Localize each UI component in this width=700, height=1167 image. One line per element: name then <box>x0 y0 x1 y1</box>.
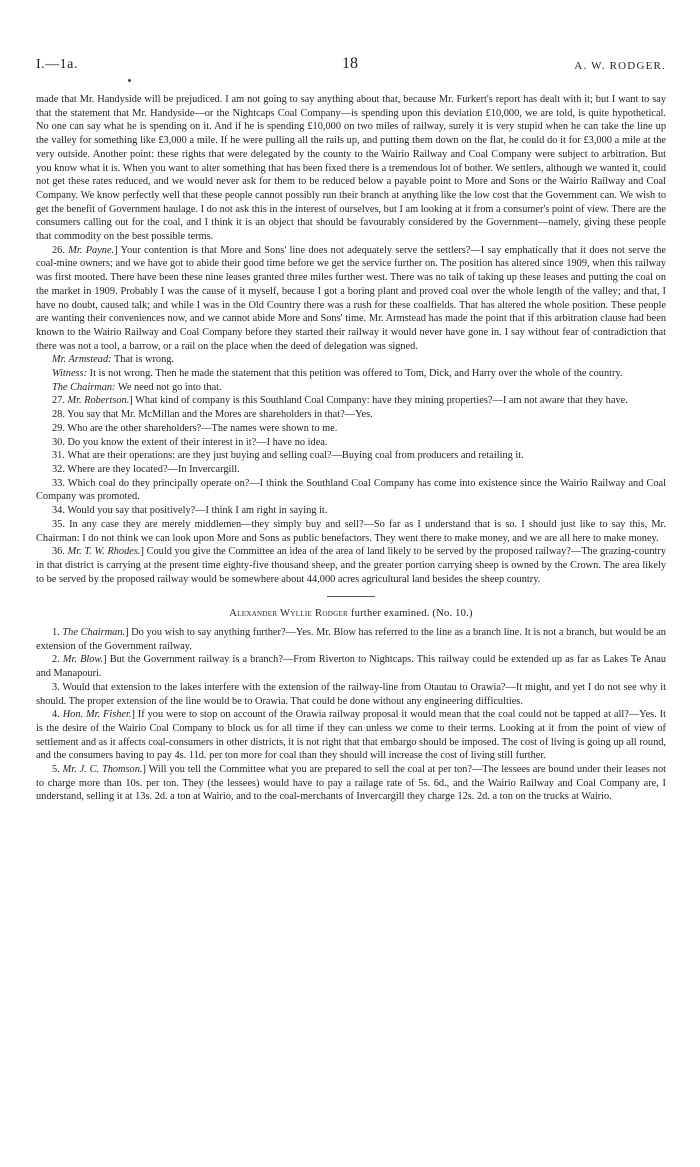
speaker-name: Mr. J. C. Thomson. <box>62 764 143 776</box>
paragraph-q28: 28. You say that Mr. McMillan and the Mores are shareholders in that?—Yes. <box>52 409 373 421</box>
paragraph-s10-q3: 3. Would that extension to the lakes interfere with the extension of the railway-line from Otautau to Orawia?—It might, and yet I do not see why it should. The proper extension of the line would be to Orawia. That could be done without any engineering difficulties. <box>36 681 666 707</box>
paragraph-q27: 27. Mr. Robertson.] What kind of company is this Southland Coal Company: have they mining properties?—I am not aware that they have. <box>52 395 628 407</box>
paragraph-q34: 34. Would you say that positively?—I think I am right in saying it. <box>52 505 328 517</box>
paragraph-q32: 32. Where are they located?—In Invercargill. <box>52 463 240 475</box>
page-body <box>36 93 666 804</box>
paragraph-q30: 30. Do you know the extent of their interest in it?—I have no idea. <box>52 436 328 448</box>
paragraph-q35: 35. In any case they are merely middlemen—they simply buy and sell?—So far as I understand that is so. I should just like to say this, Mr. Chairman: I do not think we can look upon More and Sons as public benefactors. They went there to make money, and we are all here to make money. <box>36 518 666 544</box>
header-witness-name: A. W. RODGER. <box>574 60 666 72</box>
paragraph-witness: Witness: It is not wrong. Then he made the statement that this petition was offered to Tom, Dick, and Harry over the whole of the country. <box>52 368 623 380</box>
paragraph-s10-q2: 2. Mr. Blow.] But the Government railway is a branch?—From Riverton to Nightcaps. This railway could be extended up as far as Lakes Te Anau and Manapouri. <box>36 654 667 680</box>
paragraph-s10-q5: 5. Mr. J. C. Thomson.] Will you tell the Committee what you are prepared to sell the coal at per ton?—The lessees are bound under their leases not to charge more than 10s. per ton. They (the lessees) would have to pay a railage rate of 5s. 6d., and the Wairio Railway and Coal Company are, I understand, selling it at 13s. 2d. a ton at Wairio, and to the coal-merchants of Invercargill they charge 12s. 2d. a ton on the trucks at Wairio. <box>36 764 666 803</box>
speaker-name: The Chairman: <box>52 381 116 393</box>
paragraph-q31: 31. What are their operations: are they just buying and selling coal?—Buying coal from producers and retailing it. <box>52 450 524 462</box>
paragraph-q26: 26. Mr. Payne.] Your contention is that More and Sons' line does not adequately serve the settlers?—I say emphatically that it does not serve the coal-mine owners; and we have got to abide their good time before we get the service further on. The position has altered since 1909, when this railway was first mooted. There have been these nine leases granted three miles further west. There was no talk of taking up these leases and putting the coal on the market in 1909. Probably I was the cause of it myself, because I got a boring plant and proved coal over the whole length of the valley; and that, I have no doubt, caused talk; and while I was in the Old Country there was a rush for these coalfields. That has altered the whole position. These people are wanting their conveniences now, and we cannot abide More and Sons' time. Mr. Armstead has made the point that if this arbitration clause had been known to the Wairio Railway and Coal Company before they started their railway it would never have gone in. I say without fear of contradiction that there was not a tool, a barrow, or a rail on the place when the deed of delegation was signed. <box>36 244 667 352</box>
print-speck <box>128 79 131 82</box>
speaker-name: Mr. T. W. Rhodes. <box>67 546 141 558</box>
paragraph-continued: made that Mr. Handyside will be prejudiced. I am not going to say anything about that, because Mr. Furkert's report has dealt with it; but I want to say that the statement that Mr. Handyside—or the Nightcaps Coal Company—is spending upon this deviation £10,000, we are told, is quite hypothetical. No one can say what he is spending on it. And if he is spending £10,000 on two miles of railway, surely it is very stupid when he can take the line up the valley for something like £3,000 a mile. If he were pulling all the rails up, and putting them down on the flat, he could do it for £3,000 a mile at the very outside. Another point: these rights that were delegated by the county to the Wairio Railway and Coal Company were subject to arbitration. But you know what it is. When you want to alter something that has been fixed there is a tremendous lot of bother. We settlers, although we wanted it, could not get these rates reduced, and we would never ask for them to be reduced below a payable point to More and Sons or the Wairio Railway and Coal Company. We know perfectly well that these people cannot possibly run their branch at anything like the low cost that the Government can. We wish to get the benefit of Government haulage. I do not ask this in the interest of ourselves, but I am looking at it from a consumer's point of view. There are the consumers calling out for the coal, and I think it is an object that should be favourably considered by the Government—namely, giving these people that commodity on the best possible terms. <box>36 94 666 243</box>
speaker-name: Mr. Robertson. <box>67 395 130 407</box>
paragraph-armstead: Mr. Armstead: That is wrong. <box>52 354 175 366</box>
paragraph-chairman: The Chairman: We need not go into that. <box>52 381 222 393</box>
header-page-number: 18 <box>342 55 358 72</box>
speaker-name: Hon. Mr. Fisher. <box>62 709 132 721</box>
witness-full-name: Alexander Wyllie Rodger <box>229 608 348 620</box>
speaker-name: Witness: <box>52 368 88 380</box>
speaker-name: The Chairman. <box>62 627 126 639</box>
paragraph-s10-q4: 4. Hon. Mr. Fisher.] If you were to stop on account of the Orawia railway proposal it would mean that the coal could not be tapped at all?—Yes. It is the desire of the Wairio Coal Company to block us for all time if they can unless we come to their terms. Looking at it from the point of view of settlement and as it affects coal-consumers in other districts, it is not right that that embargo should be imposed. The cost of living is going up all round, and the consumers having to pay 4s. 11d. per ton more for coal than they should will increase the cost of living still further. <box>36 709 666 762</box>
paragraph-q33: 33. Which coal do they principally operate on?—I think the Southland Coal Company has come into existence since the Wairio Railway and Coal Company was promoted. <box>36 477 666 503</box>
section-heading: Alexander Wyllie Rodger further examined. (No. 10.) <box>229 608 473 620</box>
header-paper-reference: I.—1a. <box>36 57 78 72</box>
speaker-name: Mr. Payne. <box>68 244 115 256</box>
speaker-name: Mr. Armstead: <box>52 354 112 366</box>
paragraph-q36: 36. Mr. T. W. Rhodes.] Could you give the Committee an idea of the area of land likely to be served by the proposed railway?—The grazing-country in that district is carrying at the present time eighty-five thousand sheep, and the greater portion carrying sheep is owned by the Crown. The area likely to be served by the proposed railway would be somewhere about 44,000 acres agricultural land besides the sheep country. <box>36 546 667 585</box>
paragraph-q29: 29. Who are the other shareholders?—The names were shown to me. <box>52 422 338 434</box>
paragraph-s10-q1: 1. The Chairman.] Do you wish to say anything further?—Yes. Mr. Blow has referred to the line as a branch line. It is not a branch, but would be an extension of the Government railway. <box>36 627 666 652</box>
section-divider <box>327 596 375 597</box>
speaker-name: Mr. Blow. <box>62 654 104 666</box>
